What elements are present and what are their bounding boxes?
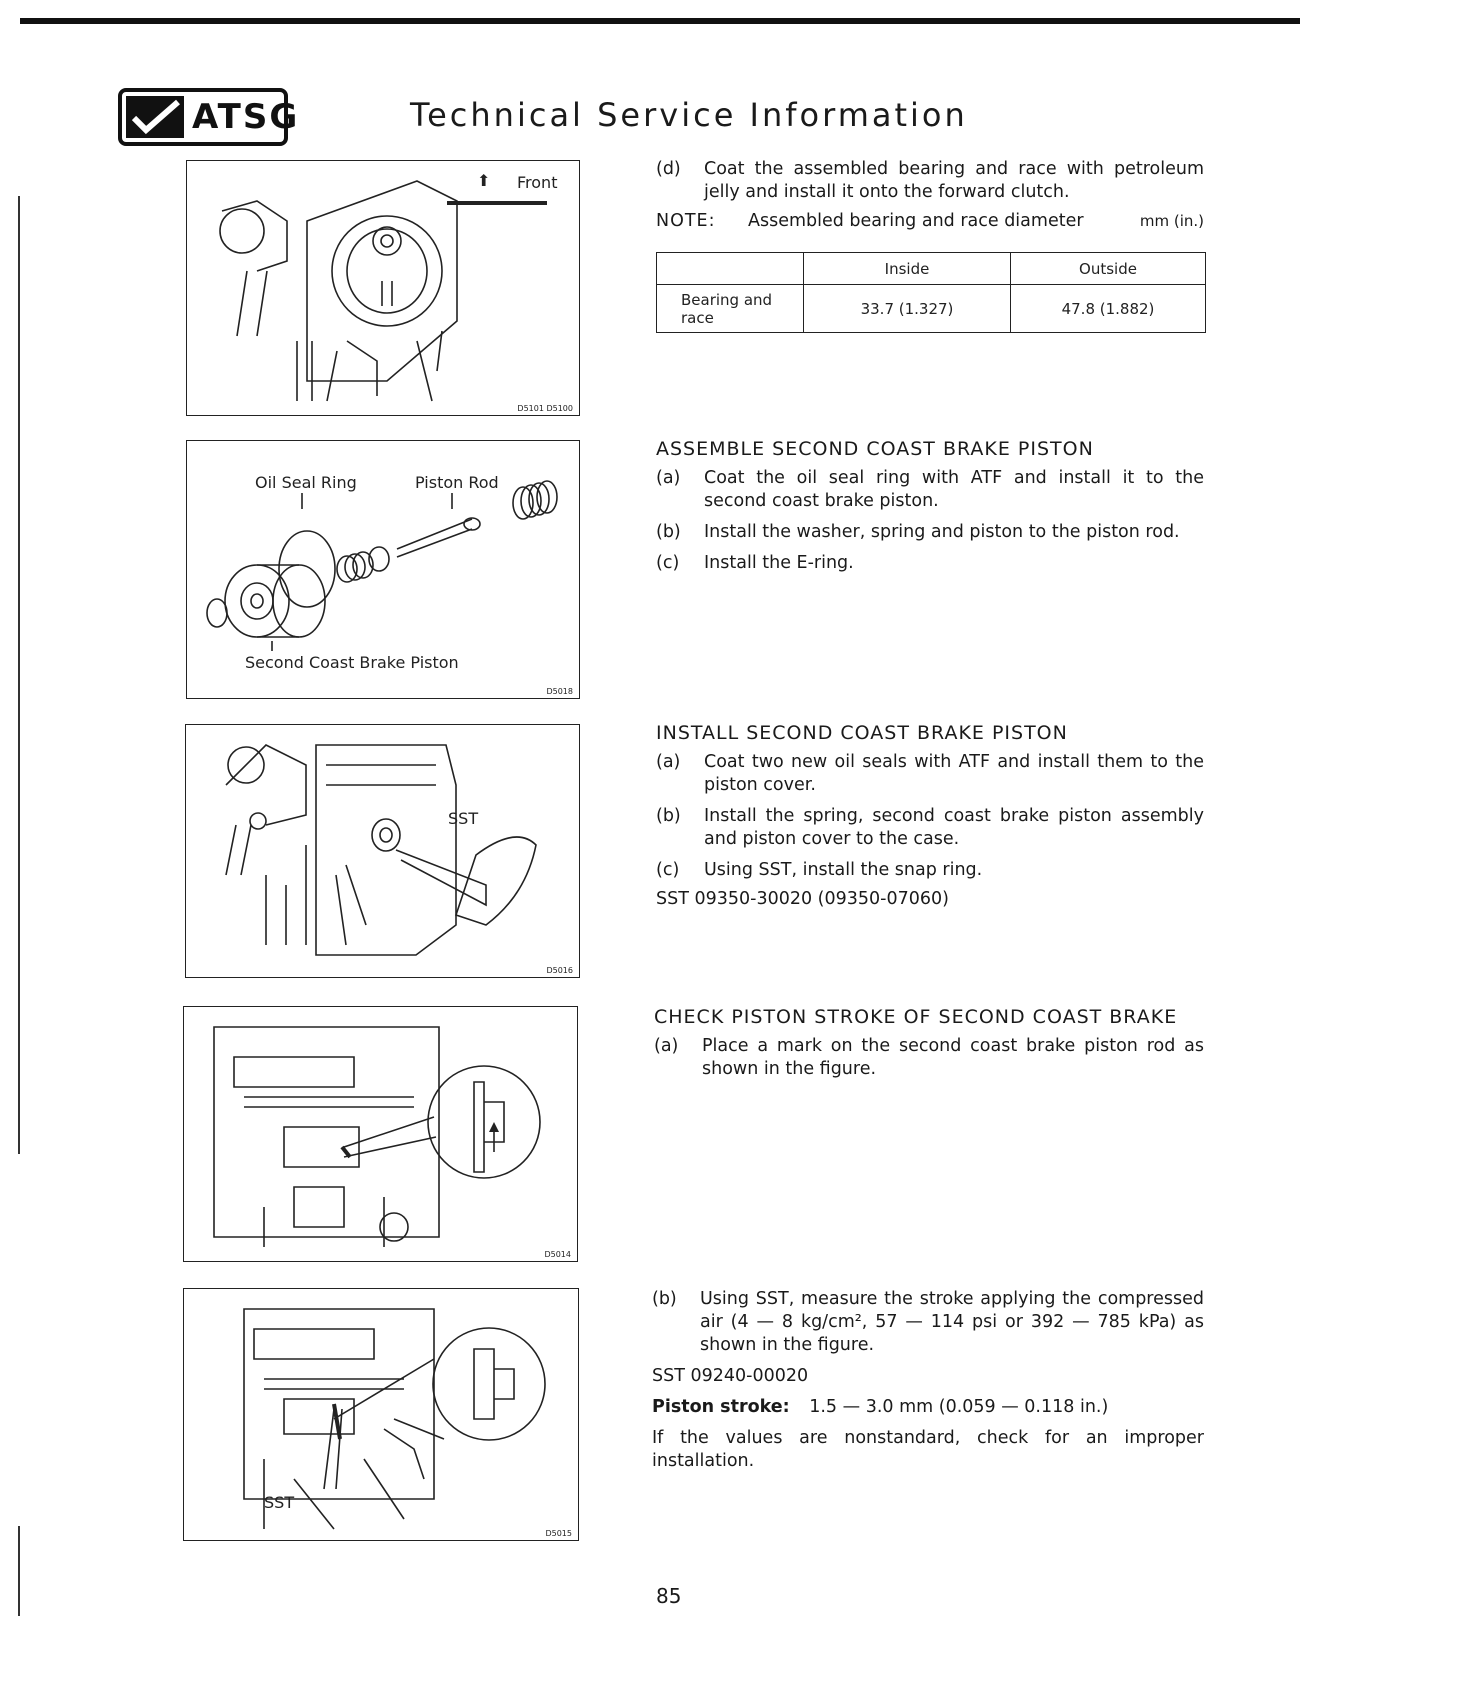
step-label: (b)	[656, 806, 681, 826]
step-text: Install the washer, spring and piston to the piston rod.	[704, 522, 1180, 542]
piston-mark-drawing	[184, 1007, 579, 1263]
figure-transmission-front	[186, 160, 580, 416]
table-corner-cell	[657, 253, 804, 285]
bearing-step	[656, 158, 1204, 233]
stroke-measure-drawing	[184, 1289, 580, 1542]
top-rule	[20, 18, 1300, 24]
page-number: 85	[656, 1584, 682, 1608]
piston-rod-label: Piston Rod	[415, 473, 499, 492]
section-heading: INSTALL SECOND COAST BRAKE PISTON	[656, 722, 1068, 744]
figure-install-snap-ring	[185, 724, 580, 978]
snap-ring-install-drawing	[186, 725, 581, 979]
step-text: Using SST, install the snap ring.	[704, 860, 983, 880]
page-title: Technical Service Information	[410, 96, 968, 134]
step-b	[652, 1288, 1204, 1357]
oil-seal-ring-label: Oil Seal Ring	[255, 473, 357, 492]
step-text: Install the E-ring.	[704, 553, 854, 573]
sst-label: SST	[264, 1493, 295, 1512]
logo-text: ATSG	[192, 97, 300, 137]
atsg-logo	[118, 88, 300, 146]
section-check-stroke	[654, 1006, 1204, 1081]
figure-code: D5018	[546, 687, 573, 696]
note-text: Assembled bearing and race diameter	[748, 211, 1084, 231]
sst-number: SST 09240-00020	[652, 1366, 809, 1386]
step-text: Coat two new oil seals with ATF and install them to the piston cover.	[704, 752, 1204, 795]
step-label: (a)	[654, 1036, 679, 1056]
section-heading: ASSEMBLE SECOND COAST BRAKE PISTON	[656, 438, 1094, 460]
step-a	[656, 467, 1204, 513]
note-label: NOTE:	[656, 211, 716, 231]
step-c	[656, 859, 1204, 882]
front-label: Front	[517, 173, 558, 192]
figure-code: D5014	[544, 1250, 571, 1259]
piston-stroke-label: Piston stroke:	[652, 1397, 790, 1417]
section-assemble-piston	[656, 438, 1204, 575]
step-text: Coat the assembled bearing and race with petroleum jelly and install it onto the forward clutch.	[704, 159, 1204, 202]
section-install-piston	[656, 722, 1204, 911]
table-header-row	[657, 253, 1206, 285]
checkmark-icon	[126, 96, 184, 138]
table-row	[657, 285, 1206, 333]
step-a	[656, 751, 1204, 797]
table-cell-outside: 47.8 (1.882)	[1011, 285, 1206, 333]
step-label: (c)	[656, 553, 680, 573]
table-header-inside: Inside	[804, 253, 1011, 285]
figure-code: D5101 D5100	[517, 404, 573, 413]
bearing-diameter-table	[656, 252, 1206, 333]
figure-code: D5016	[546, 966, 573, 975]
table-cell-inside: 33.7 (1.327)	[804, 285, 1011, 333]
step-a	[654, 1035, 1204, 1081]
step-label: (a)	[656, 468, 681, 488]
sst-label: SST	[448, 809, 479, 828]
step-label: (c)	[656, 860, 680, 880]
figure-place-mark	[183, 1006, 578, 1262]
figure-code: D5015	[545, 1529, 572, 1538]
note-line	[656, 210, 1204, 233]
table-header-outside: Outside	[1011, 253, 1206, 285]
step-label: (b)	[652, 1289, 677, 1309]
nonstandard-note: If the values are nonstandard, check for an improper installation.	[652, 1428, 1204, 1471]
step-text: Coat the oil seal ring with ATF and install it to the second coast brake piston.	[704, 468, 1204, 511]
step-b	[656, 521, 1204, 544]
figure-piston-assembly	[186, 440, 580, 699]
step-text: Place a mark on the second coast brake piston rod as shown in the figure.	[702, 1036, 1204, 1079]
step-text: Install the spring, second coast brake piston assembly and piston cover to the case.	[704, 806, 1204, 849]
left-margin-line-lower	[18, 1526, 20, 1616]
figure-measure-stroke	[183, 1288, 579, 1541]
piston-stroke-spec	[652, 1396, 1204, 1419]
step-label: (a)	[656, 752, 681, 772]
table-row-label: Bearing and race	[657, 285, 804, 333]
step-label: (b)	[656, 522, 681, 542]
step-text: Using SST, measure the stroke applying the compressed air (4 — 8 kg/cm², 57 — 114 psi or 392 — 785 kPa) as shown in the figure.	[700, 1289, 1204, 1355]
section-measure-stroke	[652, 1288, 1204, 1473]
second-coast-brake-piston-label: Second Coast Brake Piston	[245, 653, 459, 672]
left-margin-line	[18, 196, 20, 1154]
step-b	[656, 805, 1204, 851]
sst-number: SST 09350-30020 (09350-07060)	[656, 889, 949, 909]
front-arrow-icon: ⬆	[477, 171, 491, 190]
step-d	[656, 158, 1204, 204]
transmission-drawing	[187, 161, 581, 417]
note-units: mm (in.)	[1139, 212, 1204, 230]
section-heading: CHECK PISTON STROKE OF SECOND COAST BRAKE	[654, 1006, 1178, 1028]
piston-stroke-value: 1.5 — 3.0 mm (0.059 — 0.118 in.)	[809, 1397, 1109, 1417]
step-label: (d)	[656, 159, 681, 179]
step-c	[656, 552, 1204, 575]
